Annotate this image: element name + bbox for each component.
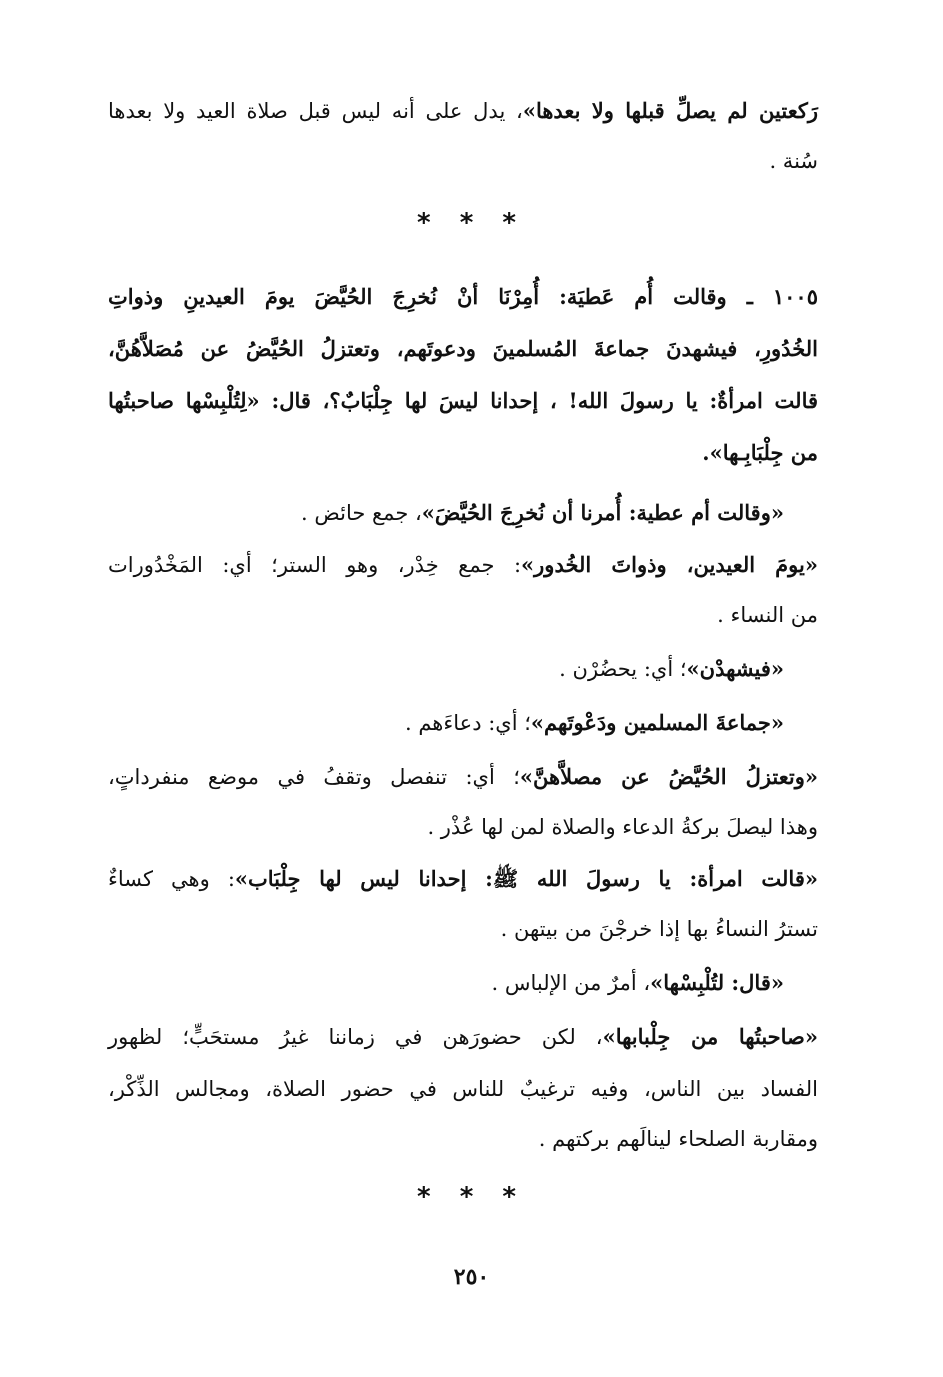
commentary-text: ومقاربة الصلحاء لينالَهم بركتهم . (538, 1127, 818, 1151)
text-line (108, 968, 784, 1002)
commentary-text: سُنة . (769, 149, 818, 173)
quoted-phrase: «جماعةَ المسلمين ودَعْوتَهم» (530, 710, 784, 735)
text-line (108, 654, 784, 688)
commentary-text: ، جمع حائض . (301, 501, 422, 525)
quoted-phrase: «فيشهدْن» (686, 656, 784, 681)
quoted-phrase: «صاحبتُها من جِلْبابها» (602, 1024, 818, 1049)
text-line (108, 708, 784, 742)
quoted-hadith-text: رَكعتين لم يصلِّ قبلها ولا بعدها» (522, 98, 818, 123)
section-separator: * * * (417, 1182, 526, 1212)
hadith-text: ١٠٠٥ ـ وقالت أُم عَطيَة: أُمِرْنَا أنْ نُخرِجَ الحُيَّضَ يومَ العيدينِ وذواتِ (108, 284, 818, 309)
text-line (108, 386, 818, 420)
commentary-text: ؛ أي: دعاءَهم . (404, 711, 531, 735)
text-line (108, 762, 818, 796)
hadith-text: الخُدُورِ، فيشهدنَ جماعةَ المُسلمينَ ودعوتَهم، وتعتزلُ الحُيَّضُ عن مُصَلاَّهُنَّ، (108, 336, 818, 361)
text-line (108, 96, 818, 130)
quoted-phrase: «وقالت أم عطية: أُمرنا أن نُخرِجَ الحُيَّضَ» (421, 500, 784, 525)
commentary-text: ؛ أي: يحضُرْن . (559, 657, 687, 681)
text-line (108, 600, 818, 634)
text-line (108, 146, 818, 180)
hadith-text: قالت امرأةٌ: يا رسولَ الله! ، إحدانا ليسَ لها جِلْبَابٌ؟، قال: «لِتُلْبِسْها صاحبتُها (108, 388, 818, 413)
section-separator: * * * (417, 208, 526, 238)
hadith-text: من جِلْبَابِـها». (702, 440, 818, 465)
quoted-phrase: «قال: لتُلْبِسْها» (650, 970, 784, 995)
text-line (108, 1124, 818, 1158)
commentary-text: وهذا ليصلَ بركةُ الدعاء والصلاة لمن لها عُذْر . (427, 815, 818, 839)
commentary-text: ، لكن حضورَهن في زماننا غيرُ مستحَبٍّ؛ لظهور (108, 1025, 603, 1049)
text-line (108, 1074, 818, 1108)
text-line (108, 812, 818, 846)
commentary-text: من النساء . (717, 603, 818, 627)
text-line (108, 334, 818, 368)
text-line (108, 864, 818, 898)
text-line (108, 282, 818, 316)
text-line (108, 914, 818, 948)
quoted-phrase: «يومَ العيدين، وذواتَ الخُدور» (521, 552, 819, 577)
commentary-text: : وهي كساءٌ (108, 867, 235, 891)
commentary-text: : جمع خِدْر، وهو الستر؛ أي: المَخْدُورات (108, 553, 522, 577)
quoted-phrase: «وتعتزلُ الحُيَّضُ عن مصلاَّهنَّ» (519, 764, 818, 789)
commentary-text: ؛ أي: تنفصل وتقفُ في موضع منفرداتٍ، (108, 765, 520, 789)
text-line (108, 438, 818, 472)
commentary-text: ، أمرٌ من الإلباس . (491, 971, 651, 995)
commentary-text: الفساد بين الناس، وفيه ترغيبٌ للناس في حضور الصلاة، ومجالس الذِّكْر، (108, 1077, 818, 1101)
commentary-text: ، يدل على أنه ليس قبل صلاة العيد ولا بعدها (108, 99, 523, 123)
page-number: ٢٥٠ (453, 1264, 490, 1290)
quoted-phrase: «قالت امرأة: يا رسولَ الله ﷺ: إحدانا ليس لها جِلْبَاب» (234, 866, 818, 891)
text-line (108, 1022, 818, 1056)
commentary-text: تسترُ النساءُ بها إذا خرجْنَ من بيتهن . (500, 917, 818, 941)
text-line (108, 498, 784, 532)
text-line (108, 550, 818, 584)
